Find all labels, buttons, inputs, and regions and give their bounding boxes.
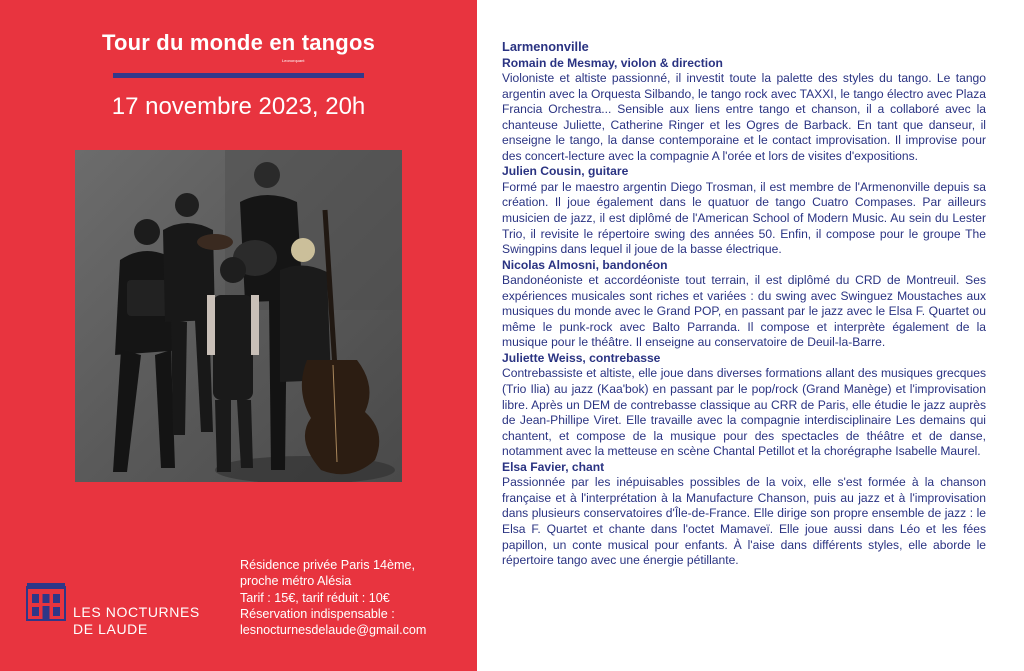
ensemble-name: Larmenonville [502, 39, 589, 54]
band-photo [75, 150, 402, 482]
venue-metro: proche métro Alésia [240, 574, 352, 589]
logo-line-1: LES NOCTURNES [73, 604, 200, 620]
ticket-price: Tarif : 15€, tarif réduit : 10€ [240, 590, 390, 605]
musician-name: Elsa Favier, chant [502, 459, 605, 474]
title-divider [113, 73, 364, 78]
contact-email: lesnocturnesdelaude@gmail.com [240, 623, 427, 638]
musician-bios [502, 39, 986, 569]
concert-date: 17 novembre 2023, 20h [111, 93, 366, 120]
musician-name: Romain de Mesmay, violon & direction [502, 55, 723, 70]
poster-title: Tour du monde en tangos [101, 30, 376, 55]
musician-bio: Contrebassiste et altiste, elle joue dans diverses formations allant des musiques grecques (Trio Ilia) au jazz (Kaa'bok) en passant par le pop/rock (Grand Manège) et l'improvisation libre. Après un DEM de contrebasse classique au CRR de Paris, elle étudie le jazz auprès de Jean-Phillipe Viret. Elle travaille avec la compagnie interdisciplinaire Les demains qui chantent, et compose de la musique pour des spectacles de théâtre et de danse, notamment avec la metteuse en scène Chantal Petillot et la chorégraphe Isabelle Maurel. [502, 366, 986, 459]
musician-name: Julien Cousin, guitare [502, 164, 629, 179]
reservation-note: Réservation indispensable : [240, 606, 395, 621]
venue-address: Résidence privée Paris 14ème, [240, 558, 416, 572]
musician-bio: Formé par le maestro argentin Diego Trosman, il est membre de l'Armenonville depuis sa création. Il joue également dans le quatuor de tango Cuatro Compases. Par ailleurs musicien de jazz, il est diplômé de l'American School of Modern Music. Au sein du Lester Trio, il revisite le répertoire swing des années 50. Enfin, il compose pour le groupe The Swingpins dans lequel il joue de la basse électrique. [502, 179, 986, 257]
logo-line-2: DE LAUDE [73, 621, 148, 637]
musician-name: Nicolas Almosni, bandonéon [502, 257, 668, 272]
musician-bio: Bandonéoniste et accordéoniste tout terrain, il est diplômé du CRD de Montreuil. Ses expériences musicales sont riches et variées : du swing avec Swinguez Moustaches aux musiques du monde avec le Grand POP, en passant par le jazz avec le Elsa F. Quartet ou même le punk-rock avec Balto Parranda. Il compose et interprète également de la musique pour le théâtre. Il enseigne au conservatoire de Deuil-la-Barre. [502, 273, 986, 350]
venue-info [240, 557, 426, 638]
musician-bio: Violoniste et altiste passionné, il investit toute la palette des styles du tango. Le tango argentin avec la Orquesta Silbando, le tango rock avec TAXXI, le tango électro avec Plaza Francia Orchestra... Sensible aux liens entre tango et chanson, il a collaboré avec la chanteuse Juliette, Catherine Ringer et les Ogres de Barback. En tant que danseur, il enseigne le tango, la danse contemporaine et le contact improvisation. Il improvise pour des concert-lecture avec la compagnie A l'orée et lors de visites d'expositions. [502, 71, 986, 163]
poster-panel [0, 0, 477, 671]
poster-subtitle: Leonorquant [282, 58, 305, 63]
nocturnes-logo-text [73, 604, 200, 638]
musician-name: Juliette Weiss, contrebasse [502, 350, 661, 365]
nocturnes-logo-icon [26, 582, 66, 627]
musician-bio: Passionnée par les inépuisables possibles de la voix, elle s'est formée à la chanson française et à l'interprétation à la Manufacture Chanson, puis au jazz et à l'improvisation dans plusieurs conservatoires d'Île-de-France. Elle dirige son propre ensemble de jazz : le Elsa F. Quartet et chante dans l'octet Mamaveï. Elle joue aussi dans Léo et les fées papillon, un conte musical pour enfants. À l'aise dans différents styles, elle aborde le répertoire tango avec une énergie pétillante. [502, 475, 986, 568]
